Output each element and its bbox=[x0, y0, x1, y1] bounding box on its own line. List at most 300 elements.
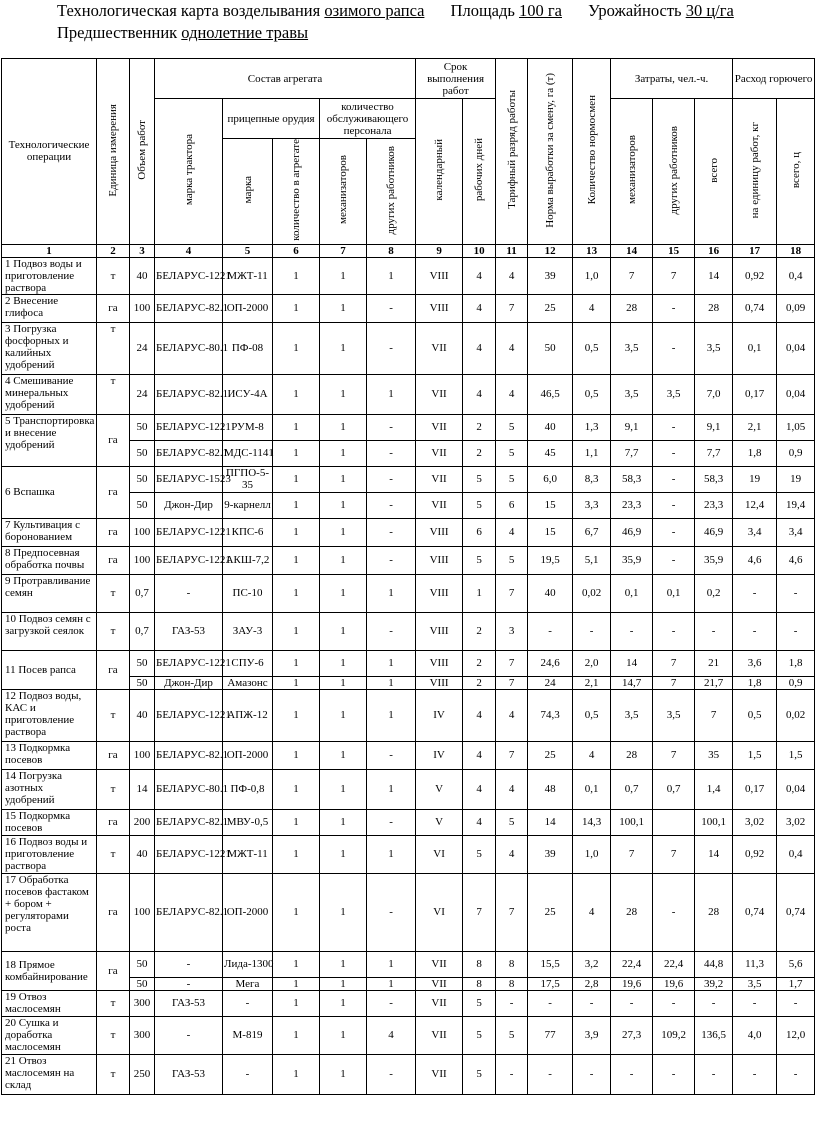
cost-total-cell: 14 bbox=[695, 257, 733, 294]
cost-mech-cell: 28 bbox=[611, 873, 653, 951]
norm-cell: 50 bbox=[528, 322, 573, 374]
col-fuel-unit: на единицу работ, кг bbox=[733, 99, 777, 245]
cost-total-cell: 7 bbox=[695, 689, 733, 741]
grade-cell: 5 bbox=[496, 1016, 528, 1054]
fuel-unit-cell: 0,5 bbox=[733, 689, 777, 741]
col-costs: Затраты, чел.-ч. bbox=[611, 59, 733, 99]
cost-other-cell: 19,6 bbox=[653, 977, 695, 990]
tractor-cell: БЕЛАРУС-1221 bbox=[155, 414, 223, 440]
grade-cell: 8 bbox=[496, 951, 528, 977]
table-row bbox=[2, 518, 815, 546]
unit-cell: т bbox=[97, 257, 130, 294]
staff-other-cell: - bbox=[367, 492, 416, 518]
norm-cell: 25 bbox=[528, 741, 573, 769]
fuel-total-cell: 3,02 bbox=[777, 809, 815, 835]
cost-other-cell: 7 bbox=[653, 676, 695, 689]
implement-brand-cell: ПГПО-5-35 bbox=[223, 466, 273, 492]
fuel-unit-cell: 2,1 bbox=[733, 414, 777, 440]
term-calendar-cell: VII bbox=[416, 374, 463, 414]
fuel-unit-cell: 0,92 bbox=[733, 835, 777, 873]
fuel-total-cell: 1,7 bbox=[777, 977, 815, 990]
implement-brand-cell: ОП-2000 bbox=[223, 741, 273, 769]
norm-cell: 24,6 bbox=[528, 650, 573, 676]
staff-other-cell: 1 bbox=[367, 257, 416, 294]
cost-total-cell: 100,1 bbox=[695, 809, 733, 835]
staff-mech-cell: 1 bbox=[320, 546, 367, 574]
fuel-total-cell: 1,05 bbox=[777, 414, 815, 440]
fuel-unit-cell: 3,02 bbox=[733, 809, 777, 835]
normshifts-cell: 1,0 bbox=[573, 835, 611, 873]
table-row bbox=[2, 294, 815, 322]
volume-cell: 250 bbox=[130, 1054, 155, 1094]
table-row bbox=[2, 650, 815, 676]
implement-count-cell: 1 bbox=[273, 414, 320, 440]
fuel-unit-cell: 12,4 bbox=[733, 492, 777, 518]
unit-cell: т bbox=[97, 1054, 130, 1094]
cost-mech-cell: 7 bbox=[611, 257, 653, 294]
normshifts-cell: 5,1 bbox=[573, 546, 611, 574]
table-row bbox=[2, 873, 815, 951]
implement-brand-cell: ОП-2000 bbox=[223, 294, 273, 322]
fuel-total-cell: - bbox=[777, 990, 815, 1016]
staff-mech-cell: 1 bbox=[320, 676, 367, 689]
header-predecessor-label: Предшественник bbox=[57, 23, 178, 42]
unit-cell: т bbox=[97, 612, 130, 650]
cost-other-cell: - bbox=[653, 414, 695, 440]
cost-mech-cell: 28 bbox=[611, 741, 653, 769]
normshifts-cell: 1,3 bbox=[573, 414, 611, 440]
tractor-cell: Джон-Дир bbox=[155, 676, 223, 689]
implement-count-cell: 1 bbox=[273, 873, 320, 951]
term-days-cell: 4 bbox=[463, 741, 496, 769]
unit-cell: га bbox=[97, 466, 130, 518]
operation-name: 21 Отвоз маслосемян на склад bbox=[2, 1054, 97, 1094]
fuel-unit-cell: 19 bbox=[733, 466, 777, 492]
cost-mech-cell: 23,3 bbox=[611, 492, 653, 518]
cost-total-cell: 23,3 bbox=[695, 492, 733, 518]
header-yield-label: Урожайность bbox=[588, 1, 682, 20]
col-volume: Объем работ bbox=[130, 59, 155, 245]
fuel-unit-cell: 0,92 bbox=[733, 257, 777, 294]
term-calendar-cell: VII bbox=[416, 492, 463, 518]
operation-name: 11 Посев рапса bbox=[2, 650, 97, 689]
col-staff-mech: механизаторов bbox=[320, 139, 367, 245]
term-days-cell: 4 bbox=[463, 322, 496, 374]
fuel-total-cell: 0,9 bbox=[777, 676, 815, 689]
table-row bbox=[2, 689, 815, 741]
fuel-unit-cell: 11,3 bbox=[733, 951, 777, 977]
term-days-cell: 2 bbox=[463, 612, 496, 650]
cost-mech-cell: 19,6 bbox=[611, 977, 653, 990]
term-days-cell: 2 bbox=[463, 440, 496, 466]
implement-brand-cell: МЖТ-11 bbox=[223, 835, 273, 873]
term-calendar-cell: VIII bbox=[416, 612, 463, 650]
cost-total-cell: - bbox=[695, 990, 733, 1016]
unit-cell: т bbox=[97, 689, 130, 741]
cost-mech-cell: 0,7 bbox=[611, 769, 653, 809]
implement-brand-cell: 9-карнелл bbox=[223, 492, 273, 518]
unit-cell: га bbox=[97, 546, 130, 574]
term-calendar-cell: VI bbox=[416, 873, 463, 951]
tech-map-table bbox=[1, 58, 815, 1095]
fuel-total-cell: 5,6 bbox=[777, 951, 815, 977]
tractor-cell: БЕЛАРУС-1221 bbox=[155, 835, 223, 873]
fuel-total-cell: 0,74 bbox=[777, 873, 815, 951]
cost-other-cell: - bbox=[653, 294, 695, 322]
implement-count-cell: 1 bbox=[273, 257, 320, 294]
staff-mech-cell: 1 bbox=[320, 518, 367, 546]
term-calendar-cell: VIII bbox=[416, 257, 463, 294]
norm-cell: 39 bbox=[528, 257, 573, 294]
staff-mech-cell: 1 bbox=[320, 977, 367, 990]
implement-count-cell: 1 bbox=[273, 612, 320, 650]
table-row bbox=[2, 466, 815, 492]
norm-cell: 46,5 bbox=[528, 374, 573, 414]
staff-other-cell: - bbox=[367, 440, 416, 466]
implement-count-cell: 1 bbox=[273, 322, 320, 374]
tractor-cell: ГАЗ-53 bbox=[155, 612, 223, 650]
tractor-cell: БЕЛАРУС-1221 bbox=[155, 257, 223, 294]
normshifts-cell: 3,9 bbox=[573, 1016, 611, 1054]
staff-other-cell: 1 bbox=[367, 835, 416, 873]
implement-brand-cell: ПФ-0,8 bbox=[223, 769, 273, 809]
term-days-cell: 2 bbox=[463, 414, 496, 440]
operation-name: 15 Подкормка посевов bbox=[2, 809, 97, 835]
col-staff: количество обслуживающего персонала bbox=[320, 99, 416, 139]
term-calendar-cell: VIII bbox=[416, 546, 463, 574]
term-calendar-cell: VII bbox=[416, 977, 463, 990]
staff-other-cell: - bbox=[367, 741, 416, 769]
header-predecessor-value: однолетние травы bbox=[181, 23, 309, 42]
cost-total-cell: 7,0 bbox=[695, 374, 733, 414]
volume-cell: 200 bbox=[130, 809, 155, 835]
volume-cell: 100 bbox=[130, 518, 155, 546]
table-row bbox=[2, 951, 815, 977]
cost-mech-cell: - bbox=[611, 612, 653, 650]
col-impl-brand: марка bbox=[223, 139, 273, 245]
fuel-total-cell: - bbox=[777, 574, 815, 612]
fuel-unit-cell: - bbox=[733, 574, 777, 612]
col-impl-count: количество в агрегате bbox=[273, 139, 320, 245]
normshifts-cell: 0,5 bbox=[573, 374, 611, 414]
col-fuel: Расход горючего bbox=[733, 59, 815, 99]
volume-cell: 50 bbox=[130, 440, 155, 466]
col-term-days: рабочих дней bbox=[463, 99, 496, 245]
cost-total-cell: 35,9 bbox=[695, 546, 733, 574]
term-days-cell: 2 bbox=[463, 650, 496, 676]
implement-count-cell: 1 bbox=[273, 466, 320, 492]
staff-mech-cell: 1 bbox=[320, 809, 367, 835]
fuel-unit-cell: 1,8 bbox=[733, 676, 777, 689]
document-header bbox=[57, 0, 734, 44]
col-aggregate: Состав агрегата bbox=[155, 59, 416, 99]
staff-mech-cell: 1 bbox=[320, 440, 367, 466]
staff-other-cell: 1 bbox=[367, 769, 416, 809]
fuel-total-cell: 3,4 bbox=[777, 518, 815, 546]
volume-cell: 0,7 bbox=[130, 574, 155, 612]
cost-other-cell: 22,4 bbox=[653, 951, 695, 977]
fuel-total-cell: 12,0 bbox=[777, 1016, 815, 1054]
tractor-cell: - bbox=[155, 977, 223, 990]
cost-other-cell: - bbox=[653, 440, 695, 466]
staff-mech-cell: 1 bbox=[320, 769, 367, 809]
header-yield-value: 30 ц/га bbox=[685, 1, 734, 20]
unit-cell: т bbox=[97, 769, 130, 809]
volume-cell: 50 bbox=[130, 676, 155, 689]
col-term-calendar: календарный bbox=[416, 99, 463, 245]
implement-count-cell: 1 bbox=[273, 977, 320, 990]
fuel-unit-cell: 1,8 bbox=[733, 440, 777, 466]
fuel-unit-cell: 3,4 bbox=[733, 518, 777, 546]
volume-cell: 40 bbox=[130, 257, 155, 294]
tractor-cell: БЕЛАРУС-1523 bbox=[155, 466, 223, 492]
staff-other-cell: - bbox=[367, 990, 416, 1016]
implement-brand-cell: Лида-1300 bbox=[223, 951, 273, 977]
header-line-2 bbox=[57, 22, 734, 44]
unit-cell: т bbox=[97, 1016, 130, 1054]
col-operation: Технологические операции bbox=[2, 59, 97, 245]
grade-cell: 7 bbox=[496, 676, 528, 689]
cost-mech-cell: 27,3 bbox=[611, 1016, 653, 1054]
staff-mech-cell: 1 bbox=[320, 990, 367, 1016]
grade-cell: 5 bbox=[496, 440, 528, 466]
norm-cell: 15 bbox=[528, 492, 573, 518]
term-days-cell: 5 bbox=[463, 1054, 496, 1094]
term-days-cell: 1 bbox=[463, 574, 496, 612]
tractor-cell: БЕЛАРУС-1221 bbox=[155, 518, 223, 546]
unit-cell: га bbox=[97, 518, 130, 546]
grade-cell: 7 bbox=[496, 294, 528, 322]
norm-cell: 25 bbox=[528, 294, 573, 322]
term-days-cell: 4 bbox=[463, 769, 496, 809]
implement-brand-cell: ОП-2000 bbox=[223, 873, 273, 951]
implement-count-cell: 1 bbox=[273, 492, 320, 518]
volume-cell: 300 bbox=[130, 1016, 155, 1054]
normshifts-cell: 1,1 bbox=[573, 440, 611, 466]
volume-cell: 50 bbox=[130, 492, 155, 518]
grade-cell: 4 bbox=[496, 257, 528, 294]
tractor-cell: БЕЛАРУС-82.1 bbox=[155, 374, 223, 414]
fuel-total-cell: 0,4 bbox=[777, 835, 815, 873]
cost-mech-cell: 7,7 bbox=[611, 440, 653, 466]
fuel-unit-cell: - bbox=[733, 612, 777, 650]
operation-name: 19 Отвоз маслосемян bbox=[2, 990, 97, 1016]
grade-cell: - bbox=[496, 1054, 528, 1094]
header-area-value: 100 га bbox=[519, 1, 562, 20]
volume-cell: 300 bbox=[130, 990, 155, 1016]
implement-brand-cell: - bbox=[223, 990, 273, 1016]
unit-cell: га bbox=[97, 951, 130, 990]
grade-cell: 3 bbox=[496, 612, 528, 650]
term-calendar-cell: VII bbox=[416, 414, 463, 440]
term-days-cell: 8 bbox=[463, 977, 496, 990]
staff-other-cell: - bbox=[367, 873, 416, 951]
unit-cell: га bbox=[97, 414, 130, 466]
cost-total-cell: 14 bbox=[695, 835, 733, 873]
volume-cell: 100 bbox=[130, 741, 155, 769]
volume-cell: 50 bbox=[130, 414, 155, 440]
grade-cell: 7 bbox=[496, 873, 528, 951]
staff-other-cell: 1 bbox=[367, 650, 416, 676]
volume-cell: 0,7 bbox=[130, 612, 155, 650]
staff-mech-cell: 1 bbox=[320, 374, 367, 414]
implement-brand-cell: М-819 bbox=[223, 1016, 273, 1054]
grade-cell: 4 bbox=[496, 835, 528, 873]
cost-total-cell: 136,5 bbox=[695, 1016, 733, 1054]
term-calendar-cell: VII bbox=[416, 322, 463, 374]
operation-name: 12 Подвоз воды, КАС и приготовление раствора bbox=[2, 689, 97, 741]
cost-mech-cell: 35,9 bbox=[611, 546, 653, 574]
implement-count-cell: 1 bbox=[273, 951, 320, 977]
operation-name: 6 Вспашка bbox=[2, 466, 97, 518]
cost-other-cell: - bbox=[653, 518, 695, 546]
norm-cell: 25 bbox=[528, 873, 573, 951]
table-row bbox=[2, 1016, 815, 1054]
operation-name: 10 Подвоз семян с загрузкой сеялок bbox=[2, 612, 97, 650]
implement-count-cell: 1 bbox=[273, 769, 320, 809]
normshifts-cell: 0,5 bbox=[573, 322, 611, 374]
volume-cell: 100 bbox=[130, 294, 155, 322]
implement-count-cell: 1 bbox=[273, 440, 320, 466]
volume-cell: 24 bbox=[130, 322, 155, 374]
operation-name: 4 Смешивание минеральных удобрений bbox=[2, 374, 97, 414]
operation-name: 20 Сушка и доработка маслосемян bbox=[2, 1016, 97, 1054]
normshifts-cell: 3,2 bbox=[573, 951, 611, 977]
fuel-total-cell: - bbox=[777, 1054, 815, 1094]
tractor-cell: БЕЛАРУС-82.1 bbox=[155, 809, 223, 835]
cost-other-cell: - bbox=[653, 466, 695, 492]
unit-cell: т bbox=[97, 374, 130, 414]
implement-count-cell: 1 bbox=[273, 676, 320, 689]
staff-other-cell: - bbox=[367, 518, 416, 546]
term-calendar-cell: VI bbox=[416, 835, 463, 873]
col-norm: Норма выработки за смену, га (т) bbox=[528, 59, 573, 245]
cost-other-cell: - bbox=[653, 492, 695, 518]
table-row bbox=[2, 546, 815, 574]
cost-other-cell: 7 bbox=[653, 741, 695, 769]
tractor-cell: БЕЛАРУС-82.1 bbox=[155, 741, 223, 769]
cost-mech-cell: 9,1 bbox=[611, 414, 653, 440]
normshifts-cell: 14,3 bbox=[573, 809, 611, 835]
grade-cell: 5 bbox=[496, 414, 528, 440]
operation-name: 3 Погрузка фосфорных и калийных удобрений bbox=[2, 322, 97, 374]
staff-mech-cell: 1 bbox=[320, 1054, 367, 1094]
staff-other-cell: 1 bbox=[367, 574, 416, 612]
norm-cell: 77 bbox=[528, 1016, 573, 1054]
staff-other-cell: 4 bbox=[367, 1016, 416, 1054]
normshifts-cell: 8,3 bbox=[573, 466, 611, 492]
unit-cell: га bbox=[97, 650, 130, 689]
term-days-cell: 4 bbox=[463, 257, 496, 294]
norm-cell: - bbox=[528, 1054, 573, 1094]
staff-mech-cell: 1 bbox=[320, 951, 367, 977]
tractor-cell: ГАЗ-53 bbox=[155, 1054, 223, 1094]
normshifts-cell: 1,0 bbox=[573, 257, 611, 294]
cost-other-cell: 0,1 bbox=[653, 574, 695, 612]
table-row bbox=[2, 769, 815, 809]
table-row bbox=[2, 741, 815, 769]
cost-mech-cell: 3,5 bbox=[611, 322, 653, 374]
unit-cell: га bbox=[97, 741, 130, 769]
normshifts-cell: 2,8 bbox=[573, 977, 611, 990]
fuel-unit-cell: 0,74 bbox=[733, 294, 777, 322]
term-days-cell: 4 bbox=[463, 689, 496, 741]
tractor-cell: БЕЛАРУС-80.1 bbox=[155, 322, 223, 374]
term-calendar-cell: VIII bbox=[416, 676, 463, 689]
cost-total-cell: 35 bbox=[695, 741, 733, 769]
unit-cell: т bbox=[97, 322, 130, 374]
fuel-total-cell: 0,9 bbox=[777, 440, 815, 466]
volume-cell: 24 bbox=[130, 374, 155, 414]
grade-cell: 7 bbox=[496, 741, 528, 769]
grade-cell: 4 bbox=[496, 518, 528, 546]
cost-mech-cell: 14,7 bbox=[611, 676, 653, 689]
staff-mech-cell: 1 bbox=[320, 322, 367, 374]
table-row bbox=[2, 322, 815, 374]
cost-total-cell: 58,3 bbox=[695, 466, 733, 492]
normshifts-cell: 2,1 bbox=[573, 676, 611, 689]
fuel-unit-cell: 4,0 bbox=[733, 1016, 777, 1054]
norm-cell: - bbox=[528, 990, 573, 1016]
table-row bbox=[2, 1054, 815, 1094]
col-unit: Единица измерения bbox=[97, 59, 130, 245]
term-days-cell: 4 bbox=[463, 809, 496, 835]
implement-count-cell: 1 bbox=[273, 546, 320, 574]
operation-name: 7 Культивация с боронованием bbox=[2, 518, 97, 546]
cost-other-cell: - bbox=[653, 322, 695, 374]
fuel-unit-cell: 0,17 bbox=[733, 769, 777, 809]
cost-mech-cell: - bbox=[611, 990, 653, 1016]
cost-other-cell: - bbox=[653, 546, 695, 574]
staff-mech-cell: 1 bbox=[320, 294, 367, 322]
staff-other-cell: - bbox=[367, 466, 416, 492]
cost-mech-cell: 14 bbox=[611, 650, 653, 676]
implement-count-cell: 1 bbox=[273, 518, 320, 546]
cost-total-cell: 3,5 bbox=[695, 322, 733, 374]
fuel-unit-cell: 3,5 bbox=[733, 977, 777, 990]
grade-cell: 5 bbox=[496, 466, 528, 492]
implement-brand-cell: ПФ-08 bbox=[223, 322, 273, 374]
norm-cell: 39 bbox=[528, 835, 573, 873]
term-calendar-cell: VIII bbox=[416, 650, 463, 676]
header-area-label: Площадь bbox=[450, 1, 515, 20]
cost-mech-cell: 46,9 bbox=[611, 518, 653, 546]
normshifts-cell: 0,1 bbox=[573, 769, 611, 809]
tractor-cell: - bbox=[155, 951, 223, 977]
operation-name: 18 Прямое комбайнирование bbox=[2, 951, 97, 990]
staff-mech-cell: 1 bbox=[320, 689, 367, 741]
term-calendar-cell: V bbox=[416, 769, 463, 809]
header-title: Технологическая карта возделывания bbox=[57, 1, 321, 20]
norm-cell: 74,3 bbox=[528, 689, 573, 741]
implement-brand-cell: Мега bbox=[223, 977, 273, 990]
fuel-unit-cell: 0,1 bbox=[733, 322, 777, 374]
normshifts-cell: 2,0 bbox=[573, 650, 611, 676]
volume-cell: 40 bbox=[130, 689, 155, 741]
cost-mech-cell: - bbox=[611, 1054, 653, 1094]
fuel-unit-cell: 0,74 bbox=[733, 873, 777, 951]
col-tractor: марка трактора bbox=[155, 99, 223, 245]
tractor-cell: БЕЛАРУС-80.1 bbox=[155, 769, 223, 809]
norm-cell: 17,5 bbox=[528, 977, 573, 990]
cost-mech-cell: 0,1 bbox=[611, 574, 653, 612]
implement-brand-cell: РУМ-8 bbox=[223, 414, 273, 440]
staff-mech-cell: 1 bbox=[320, 873, 367, 951]
fuel-total-cell: 0,02 bbox=[777, 689, 815, 741]
tractor-cell: БЕЛАРУС-82.1 bbox=[155, 440, 223, 466]
operation-name: 17 Обработка посевов фастаком + бором + регуляторами роста bbox=[2, 873, 97, 951]
col-term: Срок выполнения работ bbox=[416, 59, 496, 99]
